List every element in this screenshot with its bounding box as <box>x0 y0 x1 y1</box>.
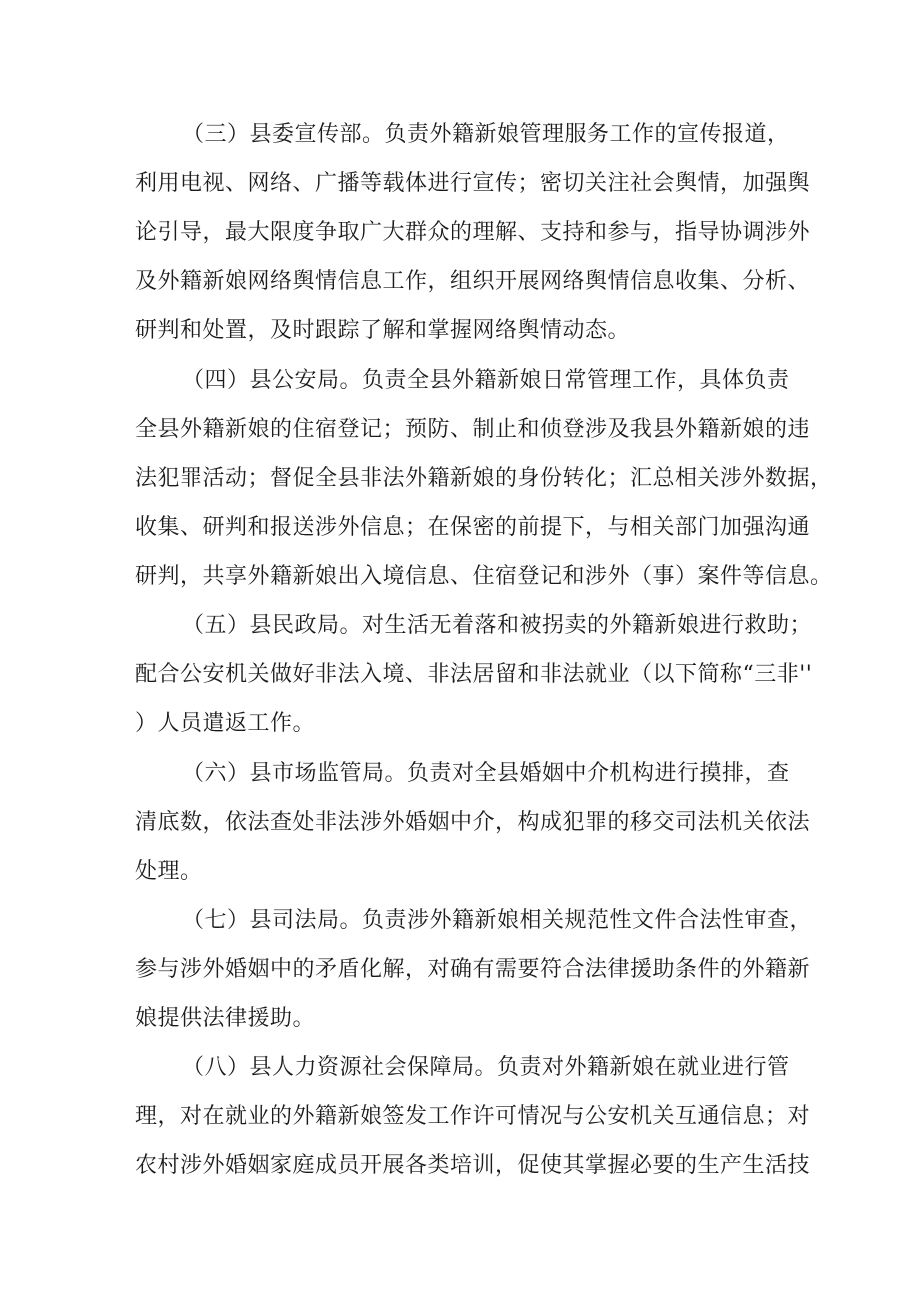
paragraph-7-line-2: 参与涉外婚姻中的矛盾化解，对确有需要符合法律援助条件的外籍新 <box>135 957 811 982</box>
paragraph-4-line-3: 法犯罪活动；督促全县非法外籍新娘的身份转化；汇总相关涉外数据， <box>135 466 833 491</box>
paragraph-4-line-5: 研判，共享外籍新娘出入境信息、住宿登记和涉外（事）案件等信息。 <box>135 564 833 589</box>
paragraph-3-line-5: 研判和处置，及时跟踪了解和掌握网络舆情动态。 <box>135 318 631 343</box>
paragraph-4-line-1: （四）县公安局。负责全县外籍新娘日常管理工作，具体负责 <box>182 368 790 393</box>
paragraph-8-line-3: 农村涉外婚姻家庭成员开展各类培训，促使其掌握必要的生产生活技 <box>135 1153 811 1178</box>
paragraph-5-line-2: 配合公安机关做好非法入境、非法居留和非法就业（以下简称“三非'' <box>135 662 813 687</box>
paragraph-3-line-3: 论引导，最大限度争取广大群众的理解、支持和参与，指导协调涉外 <box>135 220 811 245</box>
paragraph-7-line-1: （七）县司法局。负责涉外籍新娘相关规范性文件合法性审查， <box>182 908 813 933</box>
paragraph-6-line-1: （六）县市场监管局。负责对全县婚姻中介机构进行摸排，查 <box>182 761 790 786</box>
paragraph-3-line-4: 及外籍新娘网络舆情信息工作，组织开展网络舆情信息收集、分析、 <box>135 269 811 294</box>
paragraph-3-line-2: 利用电视、网络、广播等载体进行宣传；密切关注社会舆情，加强舆 <box>135 171 811 196</box>
paragraph-6-line-3: 处理。 <box>135 859 203 884</box>
paragraph-5-line-3: ）人员遣返工作。 <box>135 711 316 736</box>
paragraph-5-line-1: （五）县民政局。对生活无着落和被拐卖的外籍新娘进行救助； <box>182 613 813 638</box>
paragraph-4-line-4: 收集、研判和报送涉外信息；在保密的前提下，与相关部门加强沟通 <box>135 515 811 540</box>
paragraph-6-line-2: 清底数，依法查处非法涉外婚姻中介，构成犯罪的移交司法机关依法 <box>135 810 811 835</box>
paragraph-7-line-3: 娘提供法律援助。 <box>135 1006 316 1031</box>
paragraph-4-line-2: 全县外籍新娘的住宿登记；预防、制止和侦登涉及我县外籍新娘的违 <box>135 417 811 442</box>
paragraph-3-line-1: （三）县委宣传部。负责外籍新娘管理服务工作的宣传报道， <box>182 122 790 147</box>
paragraph-8-line-2: 理，对在就业的外籍新娘签发工作许可情况与公安机关互通信息；对 <box>135 1104 811 1129</box>
paragraph-8-line-1: （八）县人力资源社会保障局。负责对外籍新娘在就业进行管 <box>182 1055 790 1080</box>
